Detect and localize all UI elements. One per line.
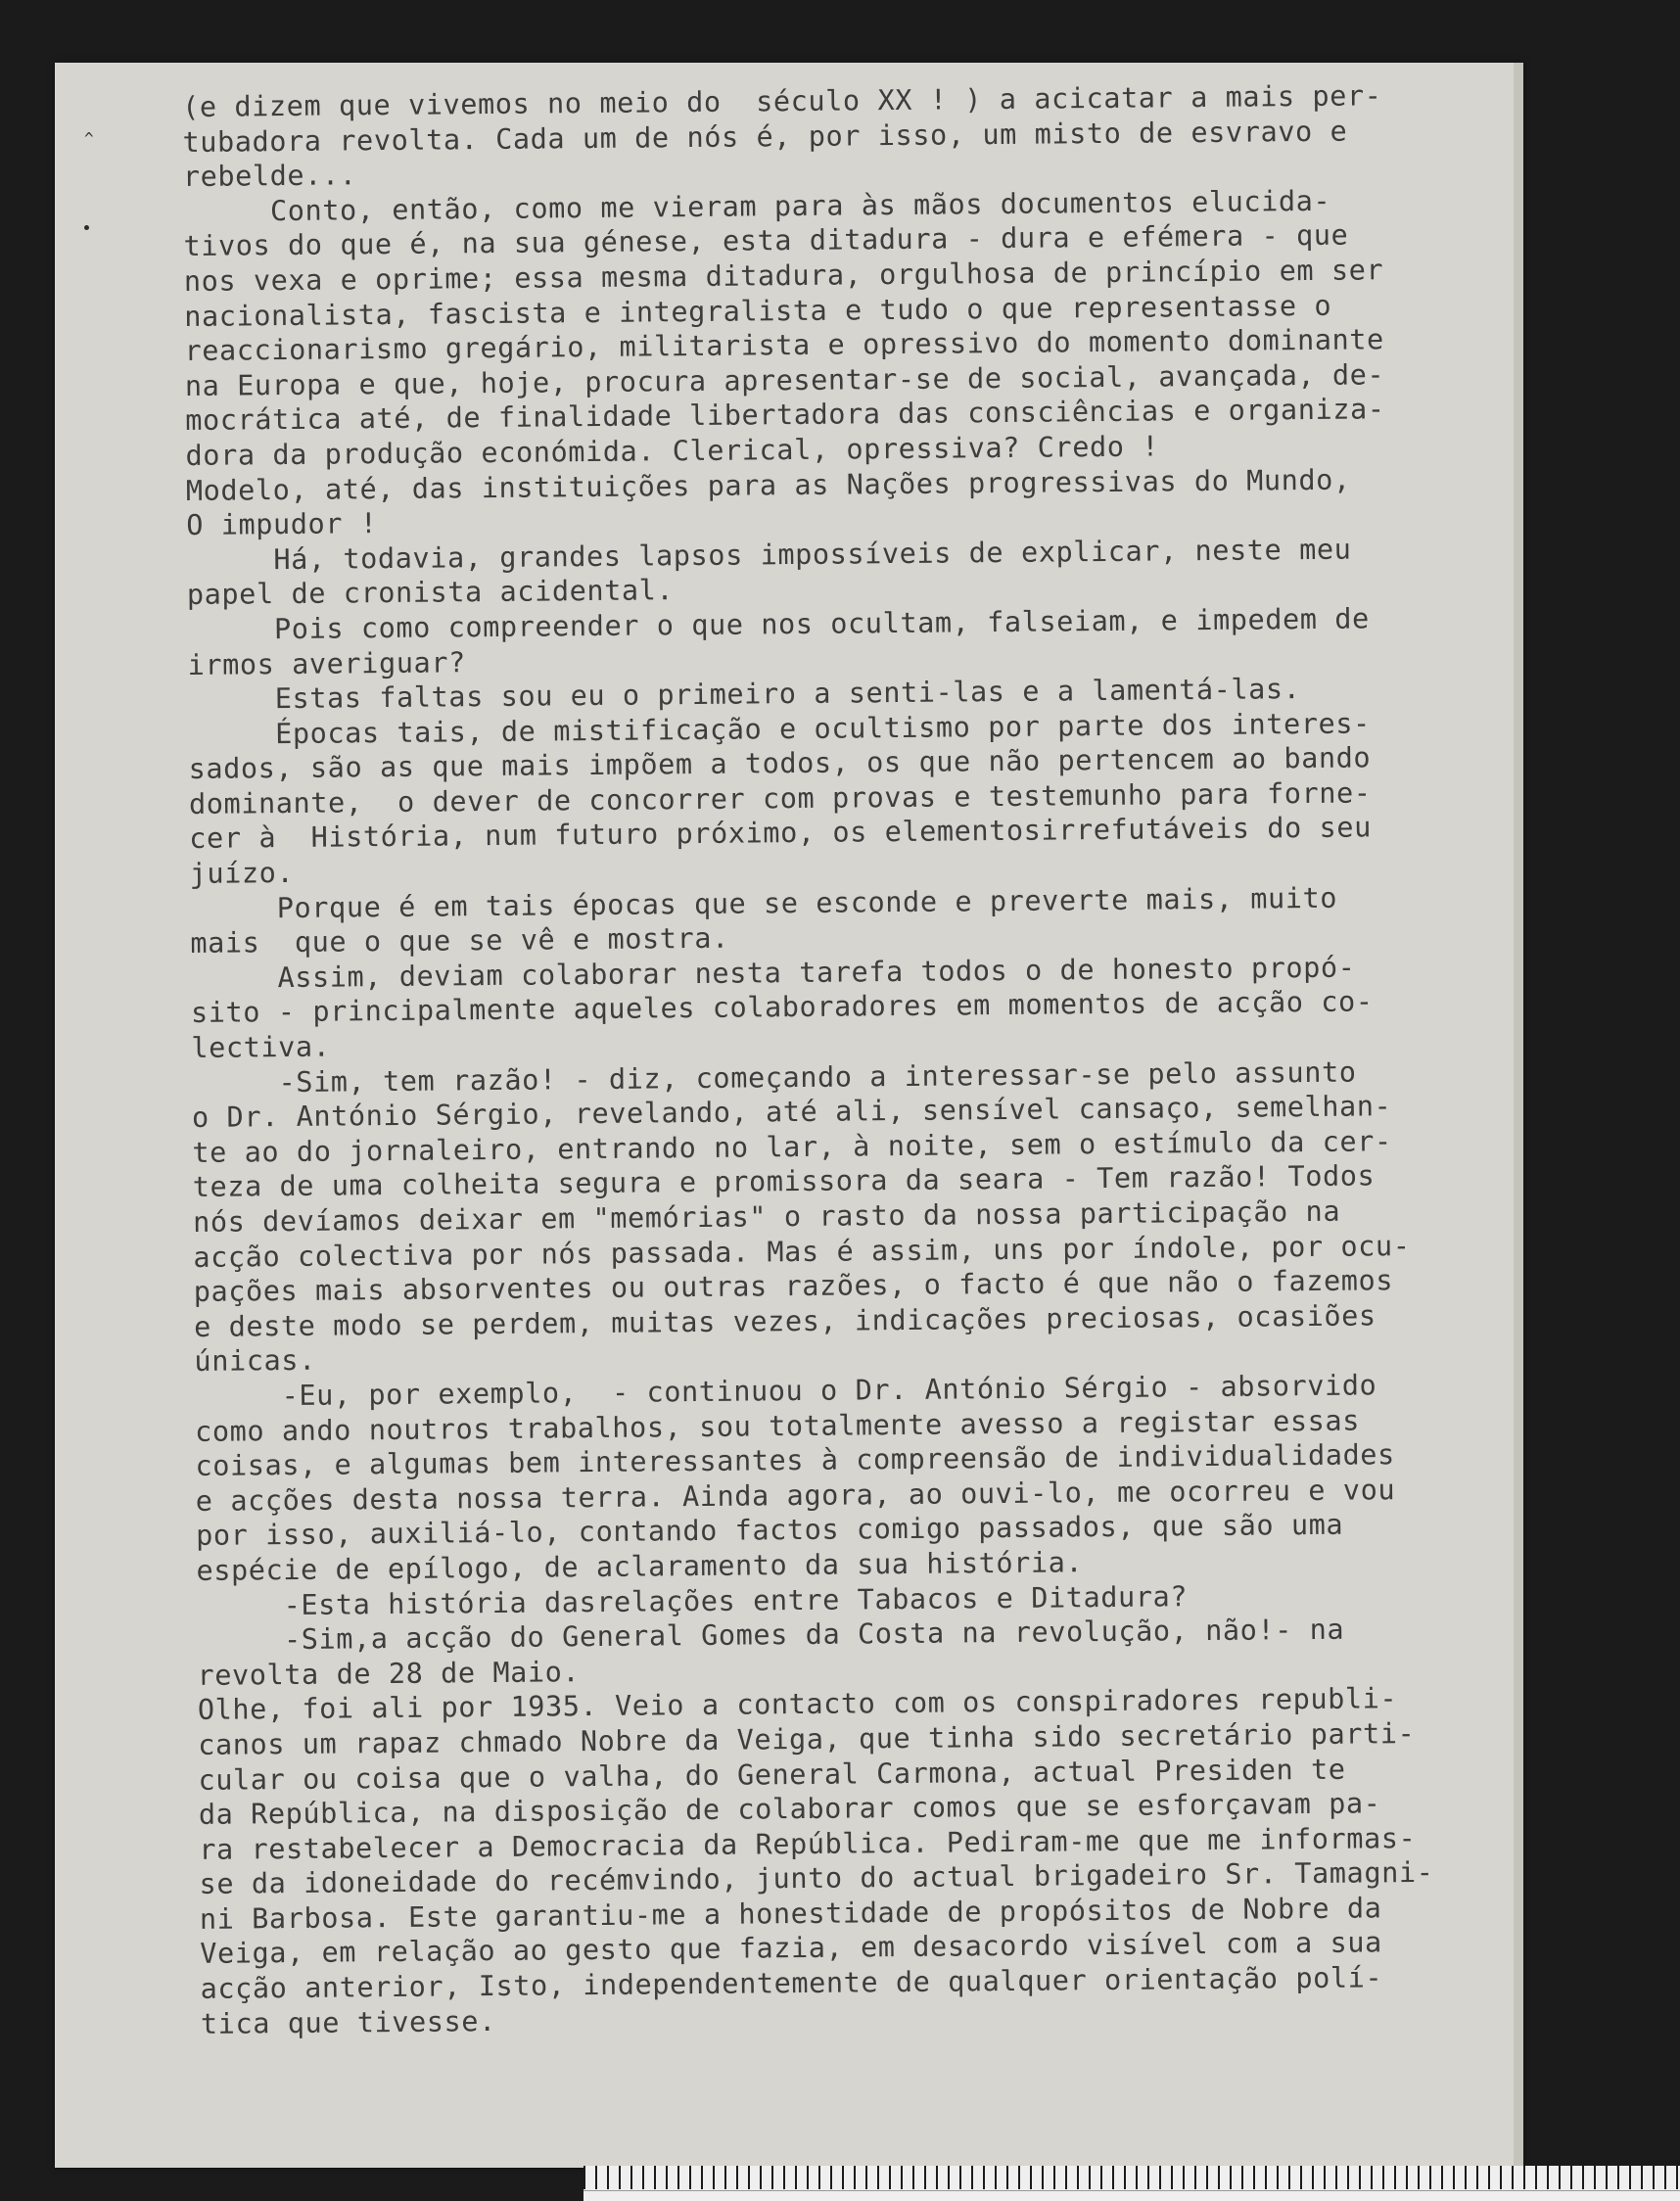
text-line: revolta de 28 de Maio. (197, 1655, 581, 1692)
text-line: e acções desta nossa terra. Ainda agora, ao ouvi-lo, me ocorreu e vou (195, 1473, 1396, 1518)
text-line: como ando noutros trabalhos, sou totalmente avesso a registar essas (194, 1404, 1361, 1448)
text-line: lectiva. (191, 1030, 331, 1064)
text-line: Modelo, até, das instituições para as Nações progressivas do Mundo, (185, 463, 1351, 507)
punch-hole-mark (84, 225, 89, 230)
text-line: Olhe, foi ali por 1935. Veio a contacto com os conspiradores republi- (197, 1682, 1398, 1727)
text-line: e deste modo se perdem, muitas vezes, indicações preciosas, ocasiões (193, 1299, 1377, 1343)
text-line: Pois como compreender o que nos ocultam, falseiam, e impedem de (187, 602, 1370, 646)
text-line: Conto, então, como me vieram para às mãos documentos elucida- (183, 184, 1331, 228)
scale-ruler (583, 2166, 1680, 2201)
text-line: mais que o que se vê e mostra. (190, 921, 730, 960)
caret-mark: ^ (84, 129, 94, 148)
text-line: Porque é em tais épocas que se esconde e preverte mais, muito (189, 881, 1338, 925)
text-line: nós devíamos deixar em "memórias" o rasto da nossa participação na (192, 1194, 1341, 1239)
text-line: -Sim, tem razão! - diz, começando a interessar-se pelo assunto (191, 1055, 1357, 1100)
text-line: acção anterior, Isto, independentemente de qualquer orientação polí- (200, 1961, 1383, 2005)
page-edge (1514, 63, 1523, 2168)
text-line: teza de uma colheita segura e promissora da seara - Tem razão! Todos (192, 1159, 1376, 1204)
text-line: dominante, o dever de concorrer com provas e testemunho para forne- (188, 776, 1372, 820)
text-line: nos vexa e oprime; essa mesma ditadura, orgulhosa de princípio em ser (183, 254, 1384, 298)
text-line: cer à História, num futuro próximo, os elementosirrefutáveis do seu (189, 811, 1373, 856)
text-line: mocrática até, de finalidade libertadora das consciências e organiza- (185, 393, 1385, 438)
text-line: Veiga, em relação ao gesto que fazia, em desacordo visível com a sua (200, 1926, 1382, 1971)
text-line: por isso, auxiliá-lo, contando factos comigo passados, que são uma (196, 1509, 1344, 1553)
text-line: Há, todavia, grandes lapsos impossíveis de explicar, neste meu (186, 533, 1352, 577)
text-line: -Eu, por exemplo, - continuou o Dr. António Sérgio - absorvido (194, 1369, 1377, 1413)
text-line: -Sim,a acção do General Gomes da Costa na revolução, não!- na (197, 1613, 1345, 1658)
text-line: sados, são as que mais impõem a todos, os que não pertencem ao bando (188, 741, 1372, 786)
text-line: ni Barbosa. Este garantiu-me a honestidade de propósitos de Nobre da (199, 1892, 1382, 1936)
text-line: te ao do jornaleiro, entrando no lar, à noite, sem o estímulo da cer- (192, 1125, 1392, 1169)
text-line: O impudor ! (186, 507, 378, 542)
text-line: se da idoneidade do recémvindo, junto do actual brigadeiro Sr. Tamagni- (199, 1856, 1434, 1901)
text-line: papel de cronista acidental. (186, 574, 675, 612)
text-line: Épocas tais, de mistificação e ocultismo por parte dos interes- (188, 707, 1371, 751)
text-line: irmos averiguar? (187, 645, 466, 681)
text-line: tubadora revolta. Cada um de nós é, por isso, um misto de esvravo e (182, 115, 1348, 159)
text-line: reaccionarismo gregário, militarista e opressivo do momento dominante (184, 323, 1385, 368)
ruler-band (583, 2190, 1680, 2201)
text-line: da República, na disposição de colaborar comos que se esforçavam pa- (198, 1787, 1381, 1832)
text-line: -Esta história dasrelações entre Tabacos e Ditadura? (196, 1579, 1189, 1622)
text-line: juízo. (189, 857, 295, 891)
text-line: sito - principalmente aqueles colaboradores em momentos de acção co- (190, 985, 1374, 1030)
text-line: nacionalista, fascista e integralista e tudo o que representasse o (184, 289, 1332, 333)
text-line: o Dr. António Sérgio, revelando, até ali, sensível cansaço, semelhan- (191, 1090, 1392, 1135)
text-line: tica que tivesse. (200, 2004, 497, 2040)
text-line: Assim, deviam colaborar nesta tarefa todos o de honesto propó- (190, 951, 1356, 995)
typed-text-body (182, 77, 1483, 2041)
text-line: cular ou coisa que o valha, do General Carmona, actual Presiden te (198, 1753, 1346, 1797)
text-line: tivos do que é, na sua génese, esta ditadura - dura e efémera - que (183, 218, 1349, 263)
text-line: ra restabelecer a Democracia da República. Pediram-me que me informas- (199, 1821, 1417, 1866)
text-line: Estas faltas sou eu o primeiro a senti-las e a lamentá-las. (187, 673, 1301, 717)
text-line: únicas. (194, 1344, 316, 1379)
text-line: na Europa e que, hoje, procura apresentar-se de social, avançada, de- (184, 357, 1385, 402)
text-line: rebelde... (182, 159, 357, 194)
text-line: (e dizem que vivemos no meio do século XX ! ) a acicatar a mais per- (182, 79, 1382, 123)
text-line: pações mais absorventes ou outras razões, o facto é que não o fazemos (193, 1264, 1394, 1309)
text-line: dora da produção económida. Clerical, opressiva? Credo ! (185, 430, 1160, 472)
text-line: acção colectiva por nós passada. Mas é assim, uns por índole, por ocu- (193, 1229, 1411, 1274)
text-line: espécie de epílogo, de aclaramento da sua história. (196, 1546, 1084, 1587)
text-line: coisas, e algumas bem interessantes à compreensão de individualidades (195, 1438, 1395, 1483)
text-line: canos um rapaz chmado Nobre da Veiga, que tinha sido secretário parti- (198, 1716, 1416, 1761)
